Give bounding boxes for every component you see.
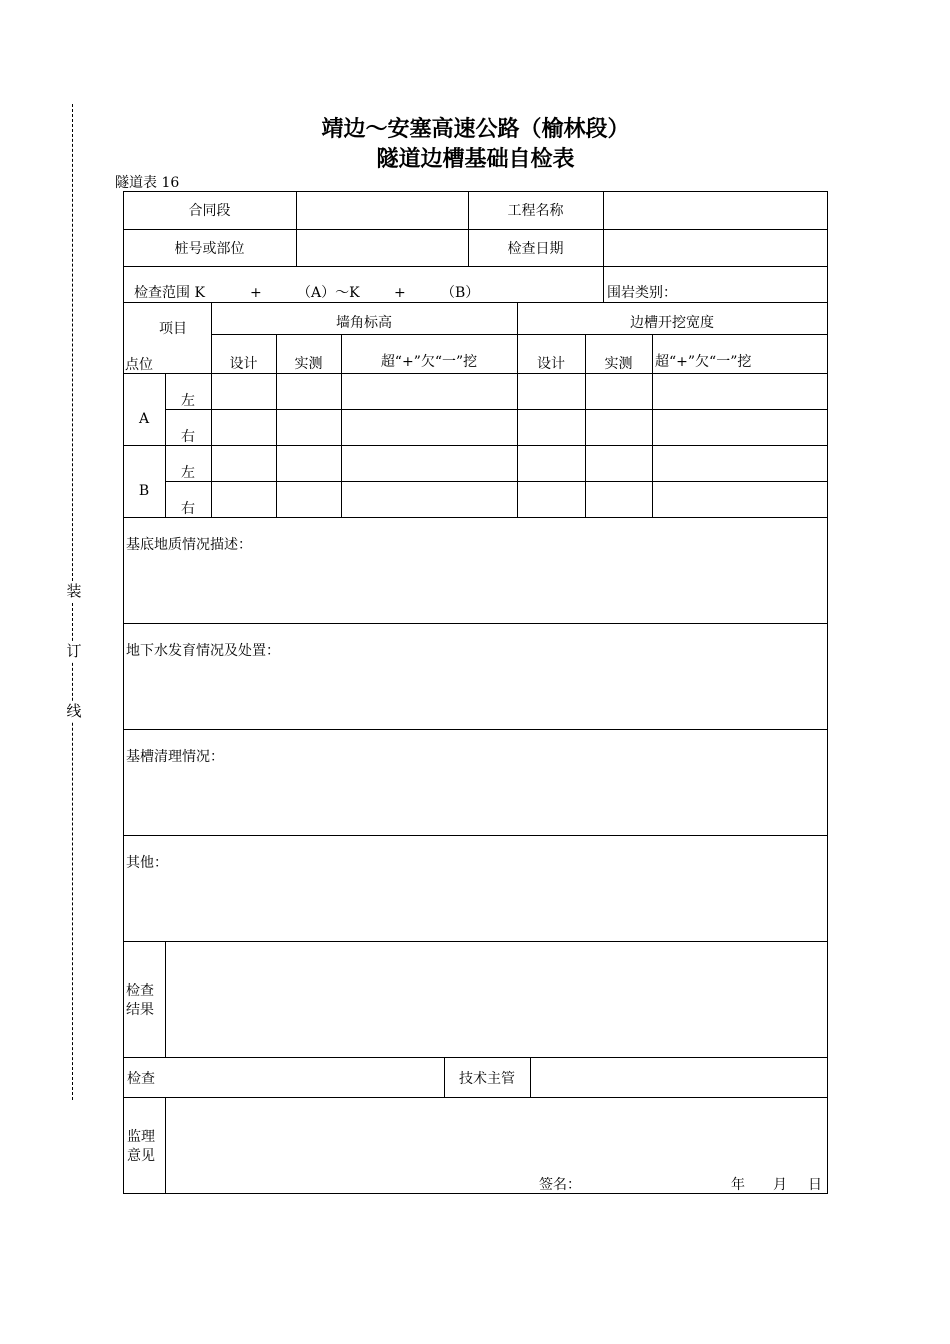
design-header-2: 设计 bbox=[537, 356, 565, 372]
tech-supervisor-field[interactable] bbox=[531, 1058, 827, 1097]
groundwater-label: 地下水发育情况及处置： bbox=[126, 643, 280, 659]
supervisor-label-line1: 监理 bbox=[127, 1129, 155, 1145]
range-plus-2: + bbox=[394, 285, 406, 301]
point-a-label: A bbox=[138, 411, 150, 427]
contract-field[interactable] bbox=[297, 192, 468, 229]
result-label-line2: 结果 bbox=[126, 1002, 154, 1018]
project-name-field[interactable] bbox=[604, 192, 827, 229]
station-field[interactable] bbox=[297, 230, 468, 266]
range-plus-1: + bbox=[250, 285, 262, 301]
point-b-label: B bbox=[138, 483, 150, 499]
binding-char-ding: 订 bbox=[64, 641, 84, 661]
range-a: （A）～K bbox=[297, 285, 360, 301]
diff-header-2: 超“+”欠“一”挖 bbox=[655, 354, 752, 370]
diff-header-1: 超“+”欠“一”挖 bbox=[380, 354, 478, 370]
supervisor-opinion-field[interactable] bbox=[166, 1098, 827, 1173]
result-field[interactable] bbox=[166, 942, 827, 1057]
wall-elevation-header: 墙角标高 bbox=[336, 315, 392, 331]
range-label: 检查范围 K bbox=[134, 285, 205, 301]
trench-cleaning-label: 基槽清理情况： bbox=[126, 749, 224, 765]
point-b-right-label: 右 bbox=[181, 501, 195, 517]
other-label: 其他： bbox=[126, 855, 168, 871]
design-header-1: 设计 bbox=[229, 356, 258, 372]
form-number: 隧道表 16 bbox=[115, 175, 180, 191]
contract-label: 合同段 bbox=[188, 203, 231, 219]
binding-char-zhuang: 装 bbox=[64, 581, 84, 601]
trench-width-header: 边槽开挖宽度 bbox=[630, 315, 714, 331]
inspector-field[interactable] bbox=[166, 1058, 444, 1097]
project-name-label: 工程名称 bbox=[507, 203, 564, 219]
supervisor-label-line2: 意见 bbox=[127, 1148, 155, 1164]
station-label: 桩号或部位 bbox=[174, 241, 245, 257]
geology-label: 基底地质情况描述： bbox=[126, 537, 252, 553]
day-label: 日 bbox=[808, 1177, 822, 1193]
page-subtitle: 隧道边槽基础自检表 bbox=[376, 147, 575, 172]
measured-header-2: 实测 bbox=[604, 356, 633, 372]
rock-class-label: 围岩类别： bbox=[607, 285, 677, 301]
inspection-date-label: 检查日期 bbox=[507, 241, 564, 257]
result-label-line1: 检查 bbox=[126, 983, 154, 999]
point-a-right-label: 右 bbox=[181, 429, 195, 445]
month-label: 月 bbox=[773, 1177, 787, 1193]
item-label: 项目 bbox=[159, 321, 187, 337]
range-b: （B） bbox=[441, 285, 480, 301]
point-a-left-label: 左 bbox=[181, 393, 195, 409]
measurement-entry-area[interactable] bbox=[212, 374, 827, 517]
measured-header-1: 实测 bbox=[294, 356, 323, 372]
page-title: 靖边～安塞高速公路（榆林段） bbox=[321, 117, 630, 142]
inspection-date-field[interactable] bbox=[604, 230, 827, 266]
year-label: 年 bbox=[731, 1177, 745, 1193]
point-b-left-label: 左 bbox=[181, 465, 195, 481]
tech-supervisor-label: 技术主管 bbox=[459, 1071, 515, 1087]
binding-char-xian: 线 bbox=[64, 701, 84, 721]
point-label: 点位 bbox=[125, 357, 153, 373]
inspector-label: 检查 bbox=[127, 1071, 155, 1087]
signature-label: 签名： bbox=[539, 1177, 581, 1193]
